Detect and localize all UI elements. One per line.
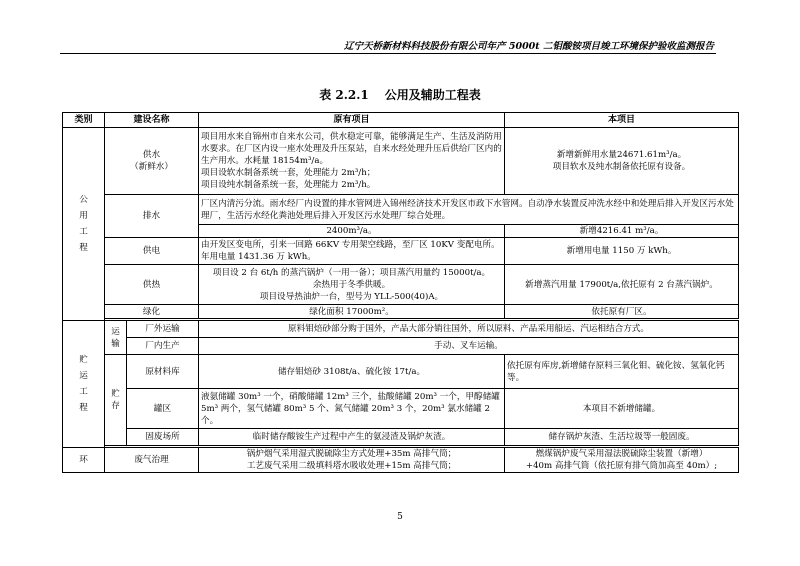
row-name-heating: 供热: [105, 265, 199, 305]
subgroup-transport: 运输: [105, 321, 127, 355]
group-storage: 贮 运 工 程: [63, 321, 105, 448]
row-name-external-transport: 厂外运输: [127, 321, 199, 338]
drainage-shared: 厂区内清污分流。雨水经厂内设置的排水管网进入锦州经济技术开发区市政下水管网。自动净水装置反冲洗水经中和处理后排入开发区污水处理厂，生活污水经化粪池处理后排入开发区污水处理厂综合处理。: [199, 195, 739, 225]
row-name-drainage: 排水: [105, 195, 199, 238]
power-current: 新增用电量 1150 万 kWh。: [505, 238, 739, 265]
table-row: [63, 355, 739, 389]
drainage-current: 新增4216.41 m³/a。: [505, 225, 739, 238]
table-row: [63, 338, 739, 355]
exhaust-original: 锅炉烟气采用湿式脱硫除尘方式处理+35m 高排气筒； 工艺废气采用二级填料塔水吸收处理+15m 高排气筒；: [199, 448, 505, 473]
raw-warehouse-original: 储存钼焙砂 3108t/a、硫化铵 17t/a。: [199, 355, 505, 389]
table-row: [63, 128, 739, 195]
row-name-raw-warehouse: 原材料库: [127, 355, 199, 389]
greening-current: 依托原有厂区。: [505, 305, 739, 319]
row-name-power: 供电: [105, 238, 199, 265]
row-name-tank-area: 罐区: [127, 389, 199, 429]
tank-area-original: 液氨储罐 30m³ 一个，硝酸储罐 12m³ 三个，盐酸储罐 20m³ 一个，甲醇储罐 5m³ 两个，氢气储罐 80m³ 5 个、氮气储罐 20m³ 3 个，20m³ 氯水储罐 2 个。: [199, 389, 505, 429]
table-row: [63, 321, 739, 338]
solid-waste-current: 储存锅炉灰渣、生活垃圾等一般固废。: [505, 429, 739, 446]
group-public: 公 用 工 程: [63, 128, 105, 321]
row-name-greening: 绿化: [105, 305, 199, 319]
header-rule: [60, 53, 716, 54]
table-row: [63, 389, 739, 429]
tank-area-current: 本项目不新增储罐。: [505, 389, 739, 429]
water-current: 新增新鲜用水量24671.61m³/a。 项目软水及纯水制备依托原有设备。: [505, 128, 739, 195]
table-header-row: [63, 113, 739, 128]
utilities-table: [62, 112, 739, 473]
external-transport-shared: 原料钼焙砂部分购于国外，产品大部分销往国外，所以原料、产品采用船运、汽运相结合方式。: [199, 321, 739, 338]
row-name-exhaust: 废气治理: [105, 448, 199, 473]
table-row: [63, 195, 739, 225]
row-name-internal-production: 厂内生产: [127, 338, 199, 355]
table-title: [0, 86, 800, 103]
header-original: 原有项目: [199, 113, 505, 128]
exhaust-current: 燃煤锅炉废气采用湿法脱硫除尘装置（新增） +40m 高排气筒（依托原有排气筒加高至 40m）;: [505, 448, 739, 473]
heating-current: 新增蒸汽用量 17900t/a,依托原有 2 台蒸汽锅炉。: [505, 265, 739, 305]
row-name-water: 供水 （新鲜水）: [105, 128, 199, 195]
subgroup-storage: 贮存: [105, 355, 127, 446]
table-row: [63, 238, 739, 265]
heating-original: 项目设 2 台 6t/h 的蒸汽锅炉（一用一备）；项目蒸汽用量约 15000t/a。 余热用于冬季供暖。 项目设导热油炉一台，型号为 YLL-500(40)A。: [199, 265, 505, 305]
greening-original: 绿化面积 17000m²。: [199, 305, 505, 319]
internal-production-shared: 手动、叉车运输。: [199, 338, 739, 355]
header-category: 类别: [63, 113, 105, 128]
table-row: [63, 305, 739, 319]
table-number: 表 2.2.1: [319, 88, 369, 102]
document-header: 辽宁天桥新材料科技股份有限公司年产 5000t 二钼酸铵项目竣工环境保护验收监测报告: [344, 41, 714, 52]
header-name: 建设名称: [105, 113, 199, 128]
solid-waste-original: 临时储存酸铵生产过程中产生的氨浸渣及锅炉灰渣。: [199, 429, 505, 446]
group-env: 环: [63, 448, 105, 473]
table-caption: 公用及辅助工程表: [384, 88, 481, 102]
table-row: [63, 265, 739, 305]
water-original: 项目用水来自锦州市自来水公司，供水稳定可靠，能够满足生产、生活及消防用水要求。在厂区内设一座水处理及升压泵站，自来水经处理升压后供给厂区内的生产用水。水耗量 18154m³/a。 项目设软水制备系统一套，处理能力 2m³/h； 项目设纯水制备系统一套，处理能力 2m³/h。: [199, 128, 505, 195]
header-current: 本项目: [505, 113, 739, 128]
drainage-original: 2400m³/a。: [199, 225, 505, 238]
table-row: [63, 448, 739, 473]
page-number: 5: [397, 512, 403, 522]
row-name-solid-waste: 固废场所: [127, 429, 199, 446]
power-original: 由开发区变电所，引来一回路 66KV 专用架空线路，至厂区 10KV 变配电所。年用电量 1431.36 万 kWh。: [199, 238, 505, 265]
table-row: [63, 429, 739, 446]
raw-warehouse-current: 依托原有库房,新增储存原料三氧化钼、硫化铵、氢氧化钙等。: [505, 355, 739, 389]
